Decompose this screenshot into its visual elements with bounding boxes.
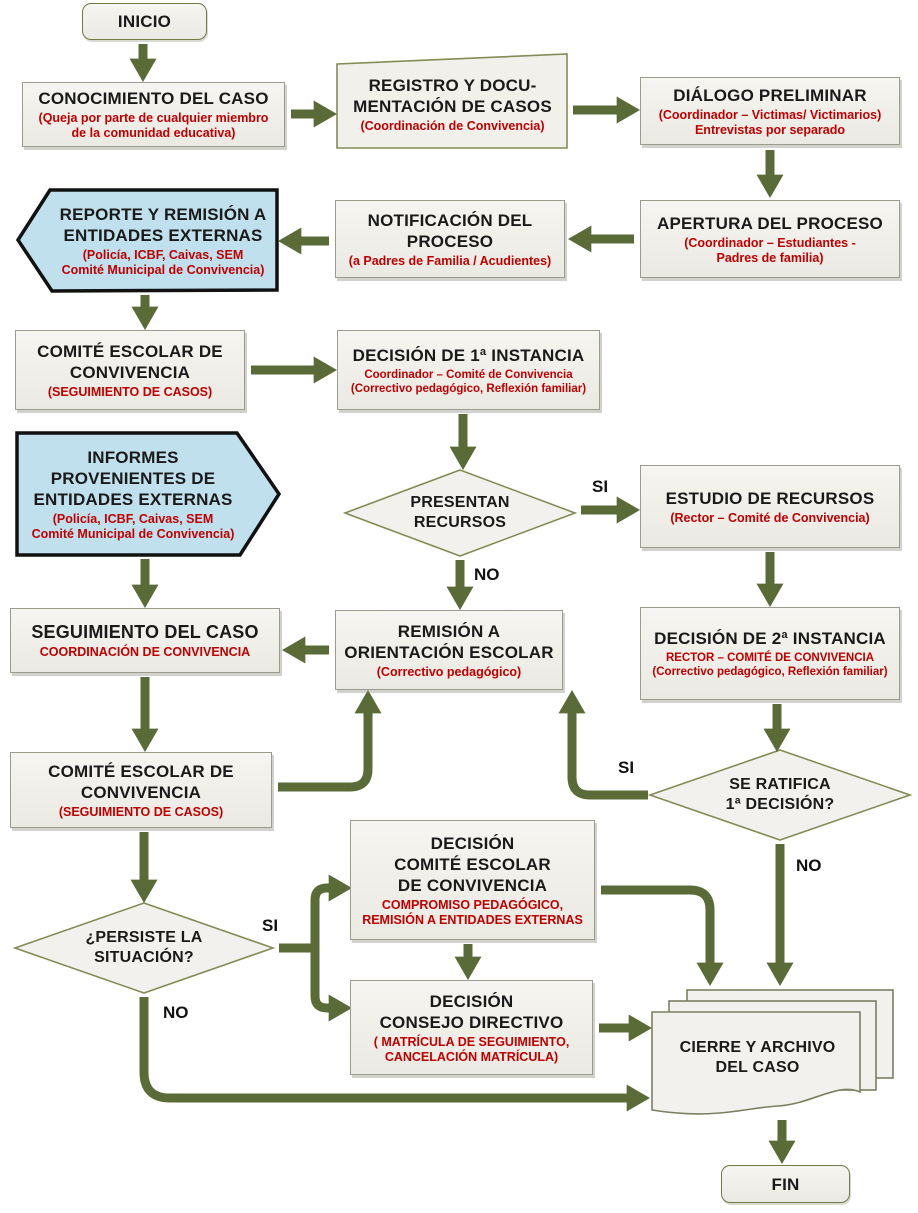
node-subtitle: de la comunidad educativa) (71, 126, 236, 140)
node-title: DIÁLOGO PRELIMINAR (673, 85, 867, 105)
node-title: SITUACIÓN? (94, 949, 194, 966)
node-title: REGISTRO Y DOCU- (368, 75, 537, 95)
node-title: PROCESO (406, 231, 494, 251)
node-title: COMITÉ ESCOLAR (394, 854, 551, 874)
arrow-persiste-si-to-decision-comite (315, 888, 330, 948)
node-subtitle: Comité Municipal de Convivencia) (61, 263, 265, 277)
node-subtitle: (Correctivo pedagógico) (376, 664, 522, 679)
label-ratifica-si: SI (618, 758, 635, 777)
node-subtitle: (Correctivo pedagógico, Reflexión familiar) (350, 382, 587, 395)
node-estudio-recursos (640, 465, 900, 548)
node-title: PRESENTAN (410, 494, 510, 511)
node-registro (340, 62, 565, 146)
node-subtitle: (Queja por parte de cualquier miembro (38, 111, 269, 125)
node-cierre-archivo (660, 1032, 855, 1084)
node-decision-consejo-directivo (350, 980, 593, 1075)
node-informes (22, 440, 244, 548)
node-title: ORIENTACIÓN ESCOLAR (344, 642, 554, 662)
node-subtitle: (Policía, ICBF, Caivas, SEM (82, 248, 244, 262)
node-persiste-situacion (54, 922, 234, 974)
node-title: COMITÉ ESCOLAR DE (48, 761, 234, 781)
node-title: ENTIDADES EXTERNAS (63, 226, 263, 245)
node-title: DEL CASO (715, 1059, 800, 1076)
node-conocimiento (22, 82, 285, 147)
arrow-ratifica-si-to-remision-elbow (572, 712, 648, 795)
arrow-persiste-si-to-decision-consejo (315, 948, 330, 1008)
node-title: CONVIVENCIA (69, 362, 191, 382)
node-subtitle: (a Padres de Familia / Acudientes) (348, 253, 552, 268)
label-presentan-no: NO (474, 565, 500, 584)
node-subtitle: RECTOR – COMITÉ DE CONVIVENCIA (665, 652, 875, 664)
node-subtitle: Padres de familia) (716, 250, 824, 265)
node-apertura (640, 200, 900, 278)
node-fin (721, 1165, 850, 1203)
node-subtitle: Comité Municipal de Convivencia) (31, 526, 235, 541)
node-decision-2-instancia (640, 607, 900, 700)
node-title: INFORMES (87, 447, 179, 467)
node-subtitle: ( MATRÍCULA DE SEGUIMIENTO, (373, 1034, 570, 1049)
node-title: DECISIÓN (430, 833, 515, 853)
node-title: DE CONVIVENCIA (397, 875, 548, 895)
node-subtitle: (SEGUIMIENTO DE CASOS) (58, 804, 224, 819)
label-ratifica-no: NO (796, 856, 822, 875)
node-reporte (48, 196, 278, 286)
node-subtitle: COMPROMISO PEDAGÓGICO, (381, 897, 564, 912)
arrow-decision-comite-to-cierre-elbow (601, 890, 710, 964)
node-subtitle: (Rector – Comité de Convivencia) (670, 510, 870, 525)
node-title: APERTURA DEL PROCESO (657, 213, 883, 233)
node-subtitle: COORDINACIÓN DE CONVIVENCIA (39, 645, 251, 659)
node-title: NOTIFICACIÓN DEL (367, 210, 533, 230)
node-comite-escolar-1 (15, 330, 245, 410)
node-comite-escolar-2 (10, 752, 272, 828)
node-title: CONSEJO DIRECTIVO (379, 1012, 564, 1032)
node-title: ENTIDADES EXTERNAS (33, 489, 233, 509)
node-title: DECISIÓN DE 2ª INSTANCIA (654, 629, 886, 648)
node-title: SE RATIFICA (729, 776, 831, 793)
node-se-ratifica (690, 769, 870, 821)
node-subtitle: (Coordinación de Convivencia) (360, 118, 545, 133)
node-remision-orientacion (335, 610, 563, 690)
node-title: CONOCIMIENTO DEL CASO (38, 89, 269, 108)
node-title: RECURSOS (413, 514, 507, 531)
node-inicio (82, 3, 207, 40)
node-seguimiento-caso (10, 608, 280, 673)
node-title: REPORTE Y REMISIÓN A (59, 205, 267, 224)
node-title: 1ª DECISIÓN? (725, 796, 835, 813)
node-subtitle: (Coordinador – Victimas/ Victimarios) (658, 107, 882, 122)
node-subtitle: (Correctivo pedagógico, Reflexión familiar) (652, 666, 888, 678)
node-title: INICIO (117, 12, 172, 31)
node-decision-1-instancia (337, 330, 600, 410)
node-title: CONVIVENCIA (80, 782, 202, 802)
node-subtitle: (Coordinador – Estudiantes - (684, 235, 856, 250)
label-persiste-no: NO (163, 1003, 189, 1022)
arrow-comite2-to-remision-elbow (278, 712, 368, 787)
node-title: DECISIÓN DE 1ª INSTANCIA (352, 345, 585, 365)
node-title: PROVENIENTES DE (50, 468, 216, 488)
node-dialogo (640, 77, 900, 145)
label-presentan-si: SI (592, 477, 609, 496)
label-persiste-si: SI (262, 916, 279, 935)
node-subtitle: Coordinador – Comité de Convivencia (364, 368, 573, 381)
node-title: ¿PERSISTE LA (85, 929, 203, 946)
node-subtitle: Entrevistas por separado (694, 122, 846, 137)
node-decision-comite-escolar (350, 820, 595, 940)
node-title: MENTACIÓN DE CASOS (353, 96, 552, 116)
node-title: COMITÉ ESCOLAR DE (37, 341, 223, 361)
node-subtitle: (Policía, ICBF, Caivas, SEM (52, 511, 214, 526)
node-title: ESTUDIO DE RECURSOS (665, 488, 875, 508)
node-title: DECISIÓN (429, 991, 514, 1011)
node-notificacion (335, 200, 565, 278)
node-title: FIN (771, 1174, 800, 1194)
node-title: SEGUIMIENTO DEL CASO (31, 622, 259, 642)
node-subtitle: REMISIÓN A ENTIDADES EXTERNAS (362, 912, 583, 927)
node-subtitle: CANCELACIÓN MATRÍCULA) (384, 1049, 559, 1064)
node-presentan-recursos (370, 487, 550, 539)
node-title: REMISIÓN A (397, 621, 501, 641)
node-subtitle: (SEGUIMIENTO DE CASOS) (47, 384, 213, 399)
node-title: CIERRE Y ARCHIVO (679, 1039, 836, 1056)
